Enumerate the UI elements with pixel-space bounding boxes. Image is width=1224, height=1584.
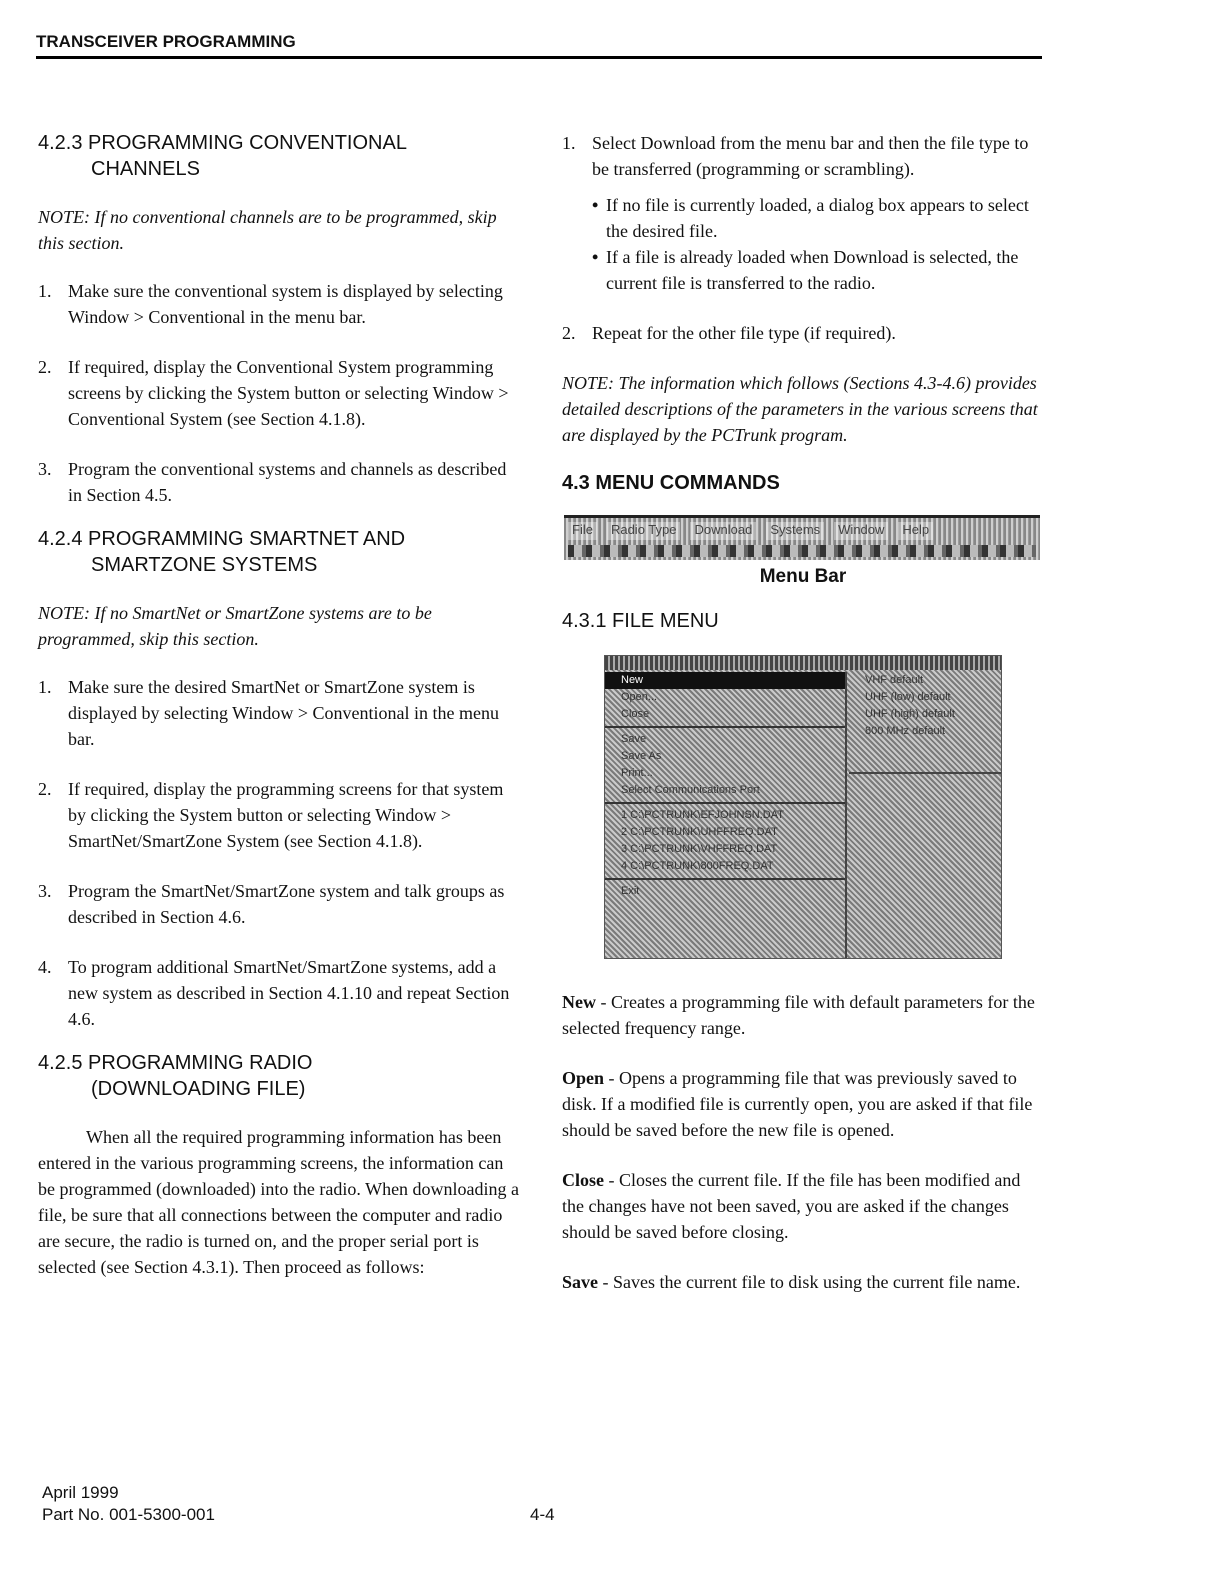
list-item <box>38 456 524 508</box>
item-number: 2. <box>38 357 52 377</box>
file-menu-item: Save <box>621 733 647 745</box>
file-menu-item: Exit <box>621 885 640 897</box>
list-item <box>38 954 524 1032</box>
menu-radio-type: Radio Type <box>607 522 681 540</box>
item-number: 3. <box>38 881 52 901</box>
list-item <box>38 354 524 432</box>
list-4-2-4 <box>38 674 524 1032</box>
list-item <box>38 878 524 930</box>
item-text: Repeat for the other file type (if required). <box>592 323 896 343</box>
heading-line-1: 4.2.4 PROGRAMMING SMARTNET AND <box>38 528 406 550</box>
def-text: - Opens a programming file that was previously saved to disk. If a modified file is currently open, you are asked if that file should be saved before the new file is opened. <box>562 1068 1033 1140</box>
file-menu-item: Open... <box>621 691 658 703</box>
def-new <box>562 989 1044 1041</box>
item-text: Program the conventional systems and channels as described in Section 4.5. <box>68 459 507 505</box>
right-column <box>562 130 1044 1319</box>
menu-window: Window <box>834 522 888 540</box>
menu-bar-screenshot <box>564 515 1040 560</box>
section-heading-4-3: 4.3 MENU COMMANDS <box>562 472 780 494</box>
left-column <box>38 130 524 1304</box>
def-open <box>562 1065 1044 1143</box>
heading-line-2: (DOWNLOADING FILE) <box>91 1078 306 1100</box>
list-item <box>562 320 1044 346</box>
item-number: 3. <box>38 459 52 479</box>
toolbar-strip <box>568 545 1036 557</box>
item-text: Make sure the desired SmartNet or SmartZone system is displayed by selecting Window > Conventional in the menu bar. <box>68 677 500 749</box>
note-4-2-3: NOTE: If no conventional channels are to be programmed, skip this section. <box>38 207 497 253</box>
file-menu-item: Select Communications Port <box>621 784 760 796</box>
new-submenu <box>849 672 1001 774</box>
menu-separator <box>605 878 845 880</box>
heading-line-1: 4.2.5 PROGRAMMING RADIO <box>38 1052 313 1074</box>
footer-part-number: Part No. 001-5300-001 <box>42 1505 215 1524</box>
item-number: 1. <box>38 677 52 697</box>
def-save <box>562 1269 1044 1295</box>
def-close <box>562 1167 1044 1245</box>
submenu-item: UHF (high) default <box>865 708 955 720</box>
footer-date: April 1999 <box>42 1483 119 1502</box>
header-rule <box>36 56 1042 59</box>
def-term: Close <box>562 1170 604 1190</box>
def-text: - Saves the current file to disk using the current file name. <box>598 1272 1021 1292</box>
file-menu-item: 1 C:\PCTRUNK\EFJOHNSN.DAT <box>621 809 784 821</box>
page-number: 4-4 <box>530 1505 555 1524</box>
list-item <box>38 674 524 752</box>
menu-systems: Systems <box>766 522 824 540</box>
section-heading-4-3-1: 4.3.1 FILE MENU <box>562 610 719 632</box>
file-menu-item: 4 C:\PCTRUNK\800FREQ.DAT <box>621 860 774 872</box>
item-number: 2. <box>38 779 52 799</box>
item-text: If required, display the Conventional System programming screens by clicking the System button or selecting Window > Conventional System (see Section 4.1.8). <box>68 357 509 429</box>
file-menu-item: New <box>605 672 845 689</box>
item-number: 2. <box>562 323 576 343</box>
def-term: Save <box>562 1272 598 1292</box>
file-menu-list <box>605 672 847 958</box>
figure-caption: Menu Bar <box>759 566 847 587</box>
note-4-2-4: NOTE: If no SmartNet or SmartZone systems are to be programmed, skip this section. <box>38 603 432 649</box>
paragraph-4-2-5: When all the required programming information has been entered in the various programming screens, the information can be programmed (downloaded) into the radio. When downloading a file, be sure that all connections between the computer and radio are secure, the radio is turned on, and the proper serial port is selected (see Section 4.3.1). Then proceed as follows: <box>38 1127 520 1277</box>
item-number: 1. <box>562 133 576 153</box>
list-item <box>38 278 524 330</box>
list-item <box>562 130 1044 296</box>
heading-line-1: 4.2.3 PROGRAMMING CONVENTIONAL <box>38 132 407 154</box>
def-term: Open <box>562 1068 605 1088</box>
menu-separator <box>605 726 845 728</box>
heading-line-2: CHANNELS <box>91 158 200 180</box>
note-sections: NOTE: The information which follows (Sections 4.3-4.6) provides detailed descriptions of the parameters in the various screens that are displayed by the PCTrunk program. <box>562 373 1038 445</box>
menu-separator <box>605 802 845 804</box>
section-heading-4-2-5 <box>38 1050 524 1102</box>
bullet-item: • If a file is already loaded when Download is selected, the current file is transferred to the radio. <box>592 244 1044 296</box>
file-menu-screenshot <box>604 655 1002 959</box>
item-number: 4. <box>38 957 52 977</box>
file-menu-item: Save As <box>621 750 662 762</box>
item-text: If required, display the programming screens for that system by clicking the System button or selecting Window > SmartNet/SmartZone System (see Section 4.1.8). <box>68 779 504 851</box>
list-4-2-3 <box>38 278 524 508</box>
submenu-item: 800 MHz default <box>865 725 946 737</box>
file-menu-item: 2 C:\PCTRUNK\UHFFREQ.DAT <box>621 826 778 838</box>
menu-help: Help <box>898 522 933 540</box>
submenu-item: UHF (low) default <box>865 691 951 703</box>
item-text: Make sure the conventional system is displayed by selecting Window > Conventional in the menu bar. <box>68 281 503 327</box>
heading-line-2: SMARTZONE SYSTEMS <box>91 554 318 576</box>
def-text: - Creates a programming file with default parameters for the selected frequency range. <box>562 992 1035 1038</box>
footer-left <box>42 1482 215 1526</box>
item-text: Select Download from the menu bar and then the file type to be transferred (programming or scrambling). <box>592 133 1029 179</box>
list-item <box>38 776 524 854</box>
submenu-item: VHF default <box>865 674 924 686</box>
file-menu-item: 3 C:\PCTRUNK\VHFFREQ.DAT <box>621 843 778 855</box>
file-menu-item: Close <box>621 708 650 720</box>
section-heading-4-2-3 <box>38 130 524 182</box>
file-menu-item: Print... <box>621 767 653 779</box>
file-menu-title-bar <box>605 656 1001 670</box>
menu-download: Download <box>690 522 756 540</box>
item-text: To program additional SmartNet/SmartZone systems, add a new system as described in Section 4.1.10 and repeat Section 4.6. <box>68 957 510 1029</box>
menu-bar-items <box>568 522 1036 540</box>
item-number: 1. <box>38 281 52 301</box>
running-header: TRANSCEIVER PROGRAMMING <box>36 32 296 51</box>
bullet-list <box>592 192 1044 296</box>
download-steps <box>562 130 1044 346</box>
def-text: - Closes the current file. If the file has been modified and the changes have not been saved, you are asked if the changes should be saved before closing. <box>562 1170 1021 1242</box>
item-text: Program the SmartNet/SmartZone system and talk groups as described in Section 4.6. <box>68 881 505 927</box>
menu-file: File <box>568 522 597 540</box>
bullet-item: • If no file is currently loaded, a dialog box appears to select the desired file. <box>592 192 1044 244</box>
section-heading-4-2-4 <box>38 526 524 578</box>
def-term: New <box>562 992 596 1012</box>
